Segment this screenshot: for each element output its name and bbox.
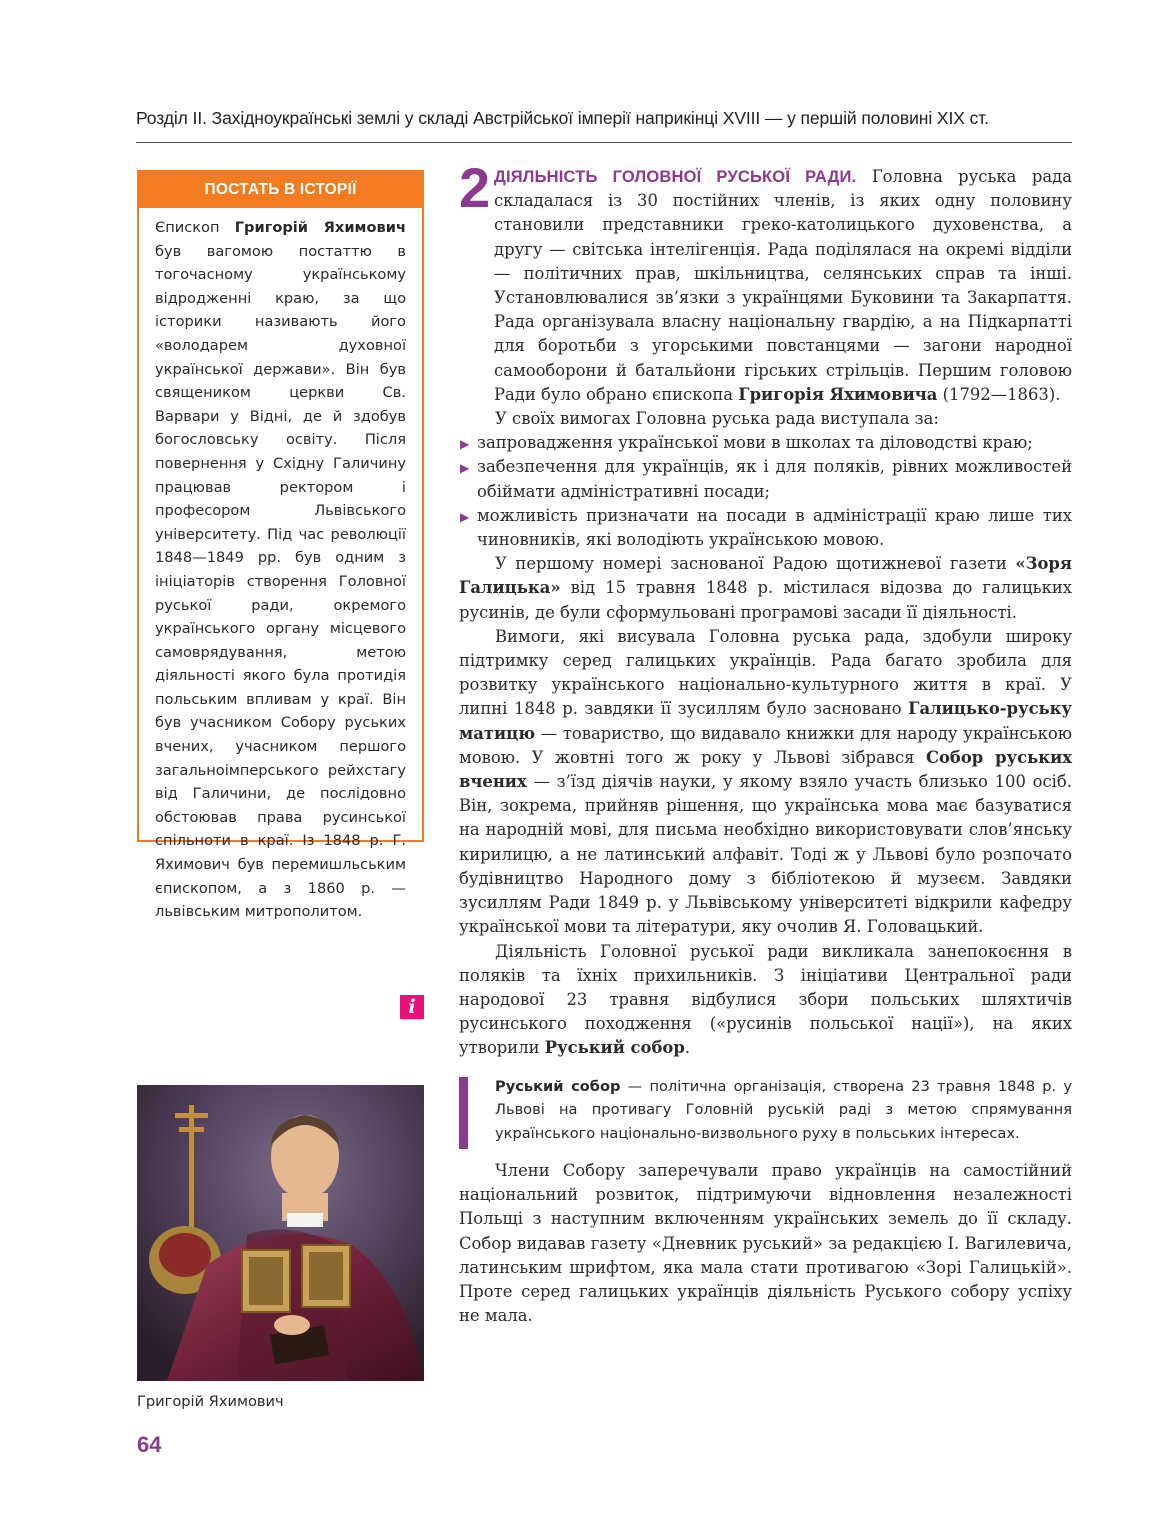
paragraph: Вимоги, які висувала Головна руська рада, здобули широку підтримку серед галицьких українців. Рада багато зробила для розвитку українського національно-культурного життя в краї. У липні 1848 р. завдяки її зусиллям було засновано Галицько-руську матицю — товариство, що видавало книжки для народу українською мовою. У жовтні того ж року у Львові зібрався Собор руських вчених — з’їзд діячів науки, у якому взяло участь близько 100 осіб. Він, зокрема, прийняв рішення, що українська мова має базуватися на народній мові, для письма необхідно використовувати слов’янську кирилицю, а не латинський алфавіт. Тоді ж у Львові було розпочато будівництво Народного дому з бібліотекою й музеєм. Завдяки зусиллям Ради 1849 р. у Львівському університеті відкрили кафедру української мови та літератури, яку очолив Я. Головацький. [459, 626, 1072, 937]
portrait-image [137, 1085, 424, 1381]
definition-box [459, 1075, 1072, 1146]
triangle-bullet-icon: ▶ [460, 461, 470, 476]
page-number: 64 [137, 1432, 162, 1457]
list-item: ▶ забезпечення для українців, як і для поляків, рівних можливостей обіймати адміністративні посади; [460, 457, 1072, 501]
list-item: ▶ запровадження української мови в школах та діловодстві краю; [459, 431, 1072, 455]
first-paragraph [459, 165, 1072, 407]
definition-accent-bar [459, 1077, 468, 1149]
figure-in-history-box [137, 170, 424, 921]
figure-box-text: Єпископ Григорій Яхимович був вагомою постаттю в тогочасному українському відродженні краю, за що історики називають його «володарем духовної української держави». Він був священиком церкви Св. Варвари у Відні, де й здобув богословську освіту. Після повернення у Східну Галичину працював ректором і професором Львівського університету. Під час революції 1848—1849 рр. був одним з ініціаторів створення Головної руської ради, окремого українського органу місцевого самоврядування, метою діяльності якого була протидія польським впливам у краї. Він був учасником Собору руських вчених, учасником першого загальноімперського рейхстагу від Галичини, де послідовно обстоював права русинської спільноти в краї. Із 1848 р. Г. Яхимович був перемишльським єпископом, а з 1860 р. — львівським митрополитом. [155, 219, 406, 921]
demands-intro: У своїх вимогах Головна руська рада виступала за: [495, 409, 939, 429]
definition-text: Руський собор — політична організація, створена 23 травня 1848 р. у Львові на противагу Головній руській раді з метою спрямування українського національно-визвольного руху в польських інтересах. [495, 1077, 1072, 1142]
triangle-bullet-icon: ▶ [460, 509, 470, 524]
info-icon: i [400, 995, 424, 1019]
paragraph: Діяльність Головної руської ради викликала занепокоєння в поляків та їхніх прихильників. З ініціативи Центральної ради народової 23 травня відбулися збори польських шляхтичів русинського походження («русинів польської нації»), на яких утворили Руський собор. [459, 941, 1072, 1058]
section-title: ДІЯЛЬНІСТЬ ГОЛОВНОЇ РУСЬКОЇ РАДИ. [494, 168, 857, 186]
section-number: 2 [459, 156, 491, 219]
final-paragraph: Члени Собору заперечували право українців на самостійний національний розвиток, підтримуючи відновлення незалежності Польщі з наступним включенням українських земель до її складу. Собор видавав газету «Дневник руський» за редакцією І. Вагилевича, латинським шрифтом, яка мала стати противагою «Зорі Галицькій». Проте серед галицьких українців діяльність Руського собору успіху не мала. [459, 1161, 1072, 1326]
demands-list [459, 431, 1072, 552]
first-paragraph-text: Головна руська рада складалася із 30 постійних членів, із яких одну половину становили представники греко-католицького духовенства, а другу — світська інтелігенція. Рада поділялася на окремі відділи — політичних прав, шкільництва, селянських справ та інші. Установлювалися зв’язки з українцями Буковини та Закарпаття. Рада організувала власну національну гвардію, а на Підкарпатті для боротьби з угорськими повстанцями — загони народної самооборони й батальйони гірських стрільців. Першим головою Ради було обрано єпископа Григорія Яхимовича (1792—1863). [494, 167, 1072, 404]
portrait-caption: Григорій Яхимович [137, 1393, 284, 1410]
portrait-illustration [137, 1085, 424, 1381]
paragraph: У першому номері заснованої Радою щотижневої газети «Зоря Галицька» від 15 травня 1848 р. містилася відозва до галицьких русинів, де були сформульовані програмові засади її діяльності. [459, 554, 1072, 622]
list-item: ▶ можливість призначати на посади в адміністрації краю лише тих чиновників, які володіють українською мовою. [460, 505, 1072, 550]
header-rule [136, 142, 1072, 143]
figure-box-title: ПОСТАТЬ В ІСТОРІЇ [139, 172, 422, 208]
triangle-bullet-icon: ▶ [460, 437, 470, 452]
running-header: Розділ ІІ. Західноукраїнські землі у складі Австрійської імперії наприкінці XVIII — у першій половині XIX ст. [136, 108, 989, 128]
main-column [459, 165, 1072, 1328]
